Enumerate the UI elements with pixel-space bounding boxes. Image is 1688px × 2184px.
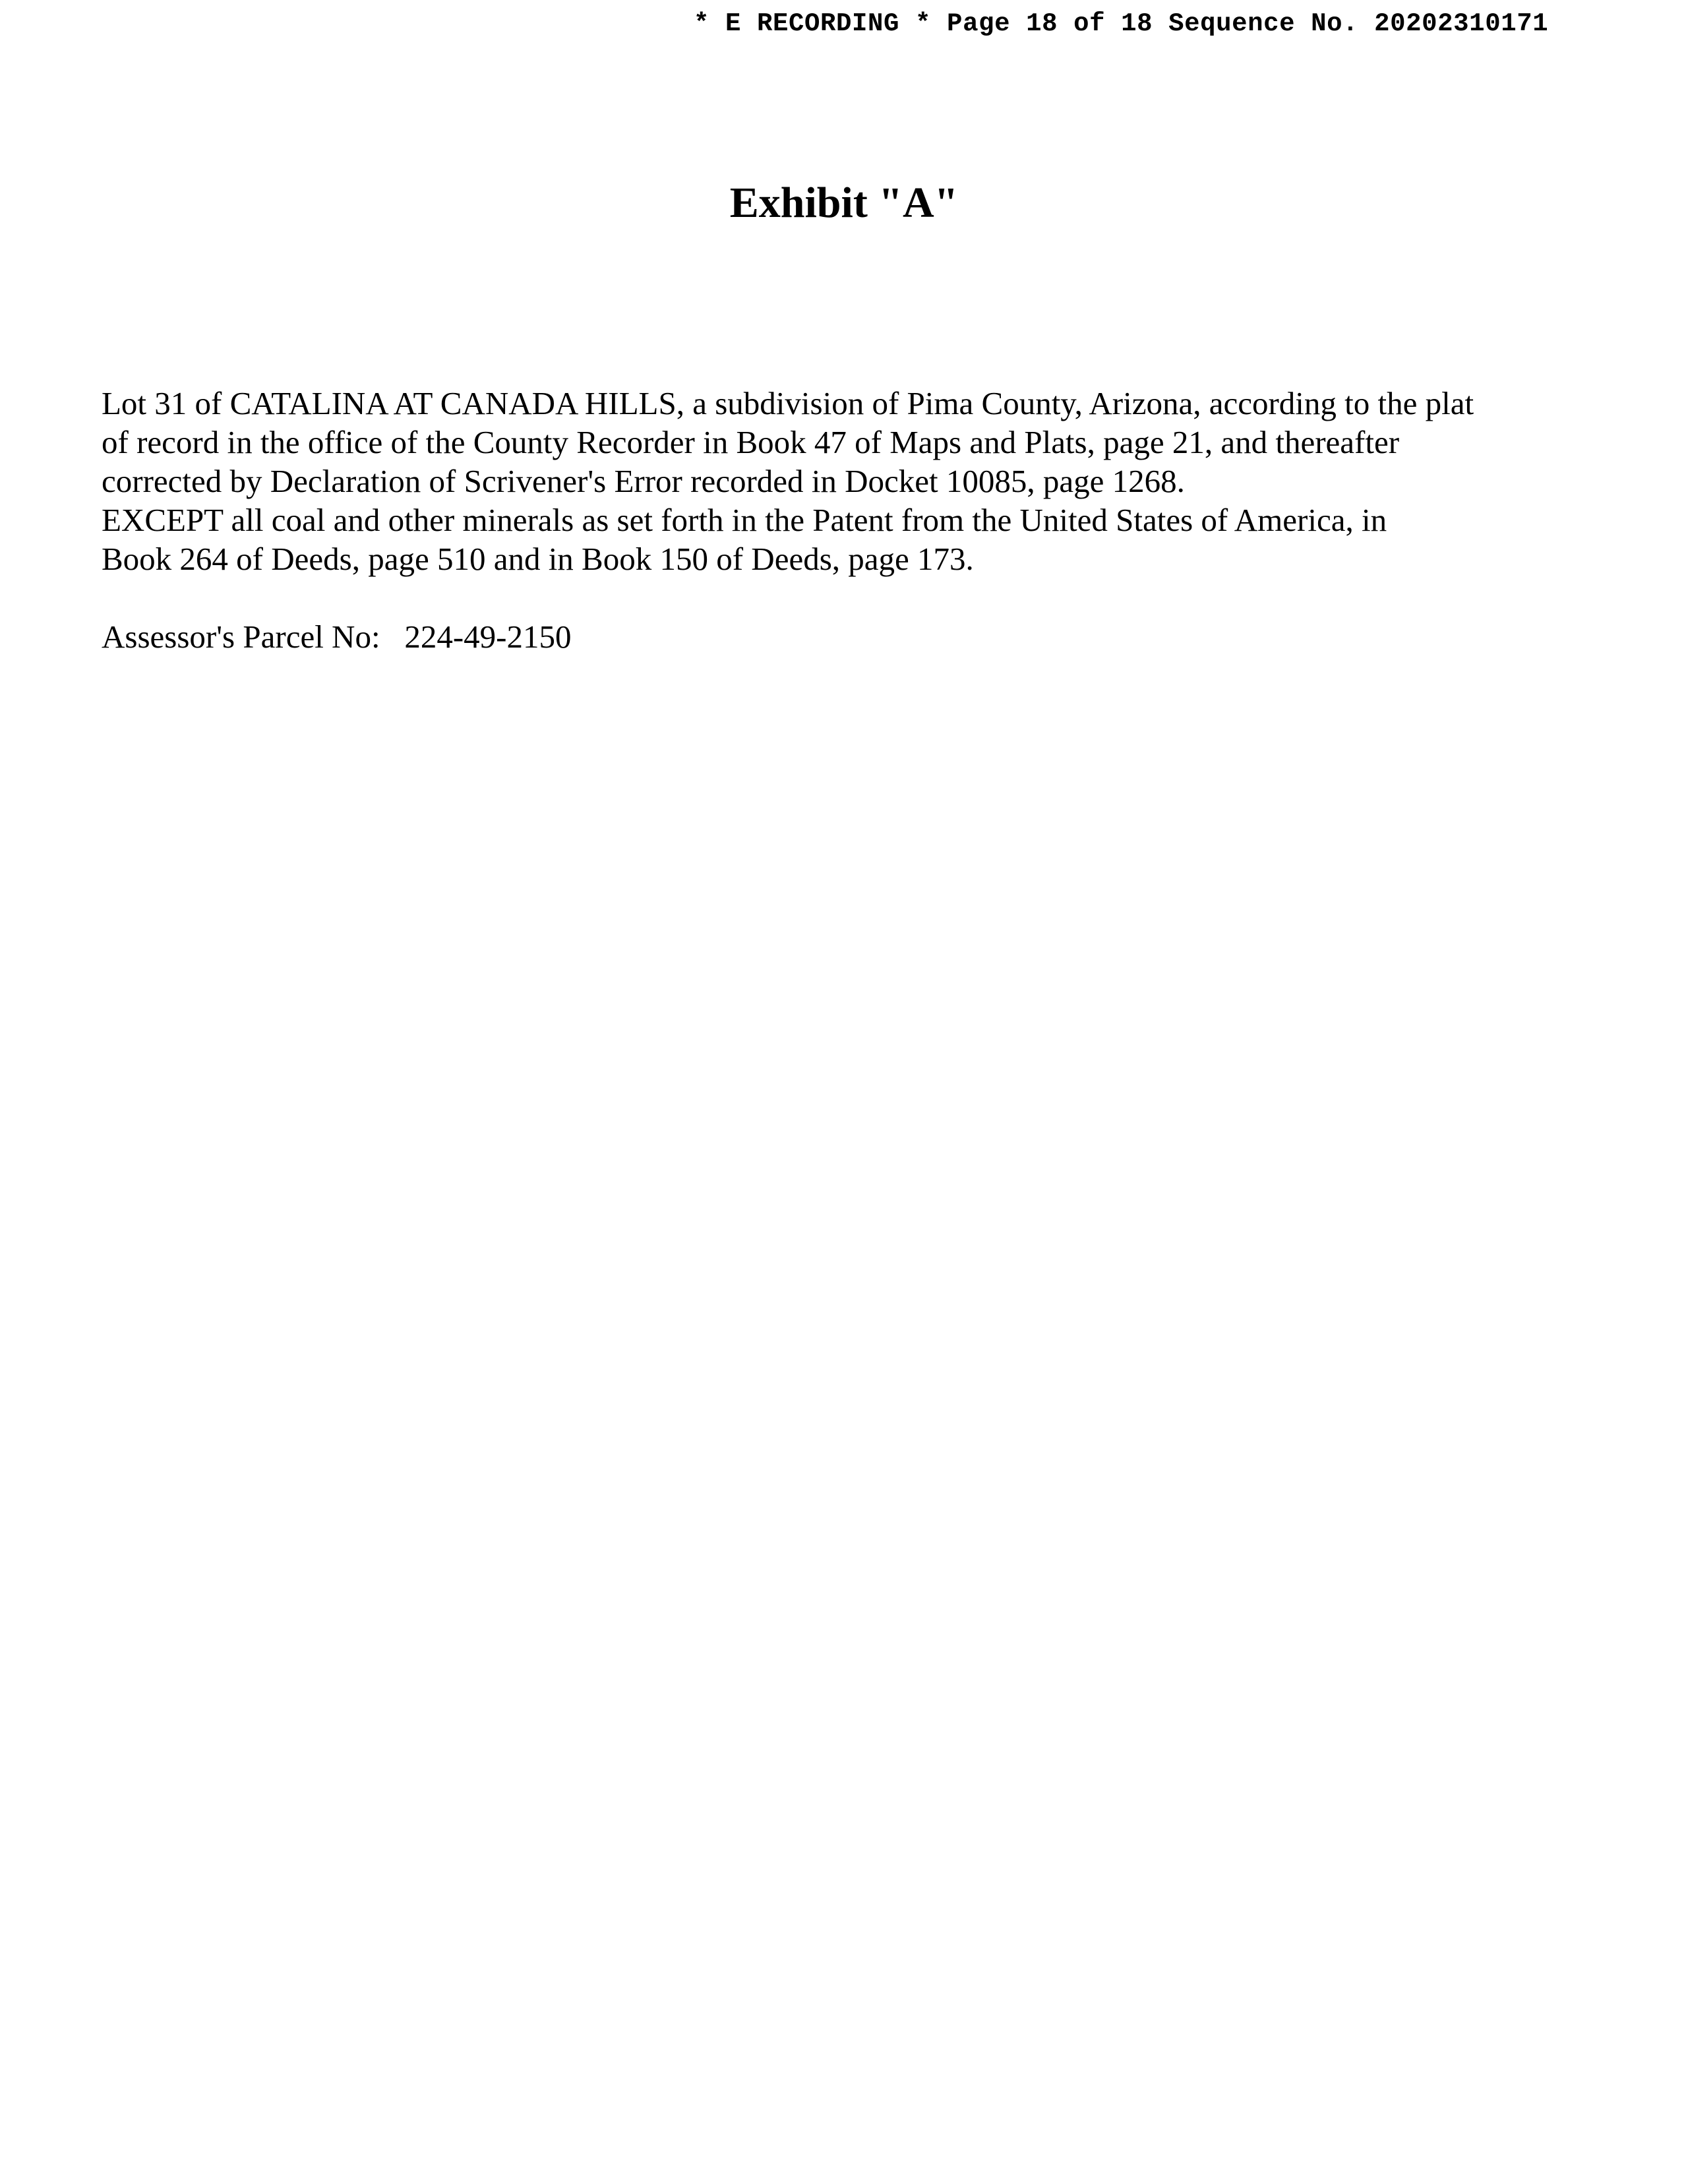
recording-stamp-header: * E RECORDING * Page 18 of 18 Sequence No. 20202310171: [694, 9, 1549, 38]
parcel-number: 224-49-2150: [404, 619, 572, 655]
legal-description-line: EXCEPT all coal and other minerals as set forth in the Patent from the United States of America, in: [102, 502, 1387, 538]
legal-description-line: Lot 31 of CATALINA AT CANADA HILLS, a subdivision of Pima County, Arizona, according to the plat: [102, 385, 1474, 421]
legal-description-line: corrected by Declaration of Scrivener's Error recorded in Docket 10085, page 1268.: [102, 463, 1185, 499]
assessor-parcel-row: [102, 617, 1592, 656]
legal-description-line: Book 264 of Deeds, page 510 and in Book 150 of Deeds, page 173.: [102, 541, 974, 577]
legal-description-line: of record in the office of the County Recorder in Book 47 of Maps and Plats, page 21, and thereafter: [102, 424, 1400, 460]
exhibit-title: Exhibit "A": [729, 179, 959, 227]
parcel-label: Assessor's Parcel No:: [102, 619, 380, 655]
legal-description: [102, 384, 1592, 656]
